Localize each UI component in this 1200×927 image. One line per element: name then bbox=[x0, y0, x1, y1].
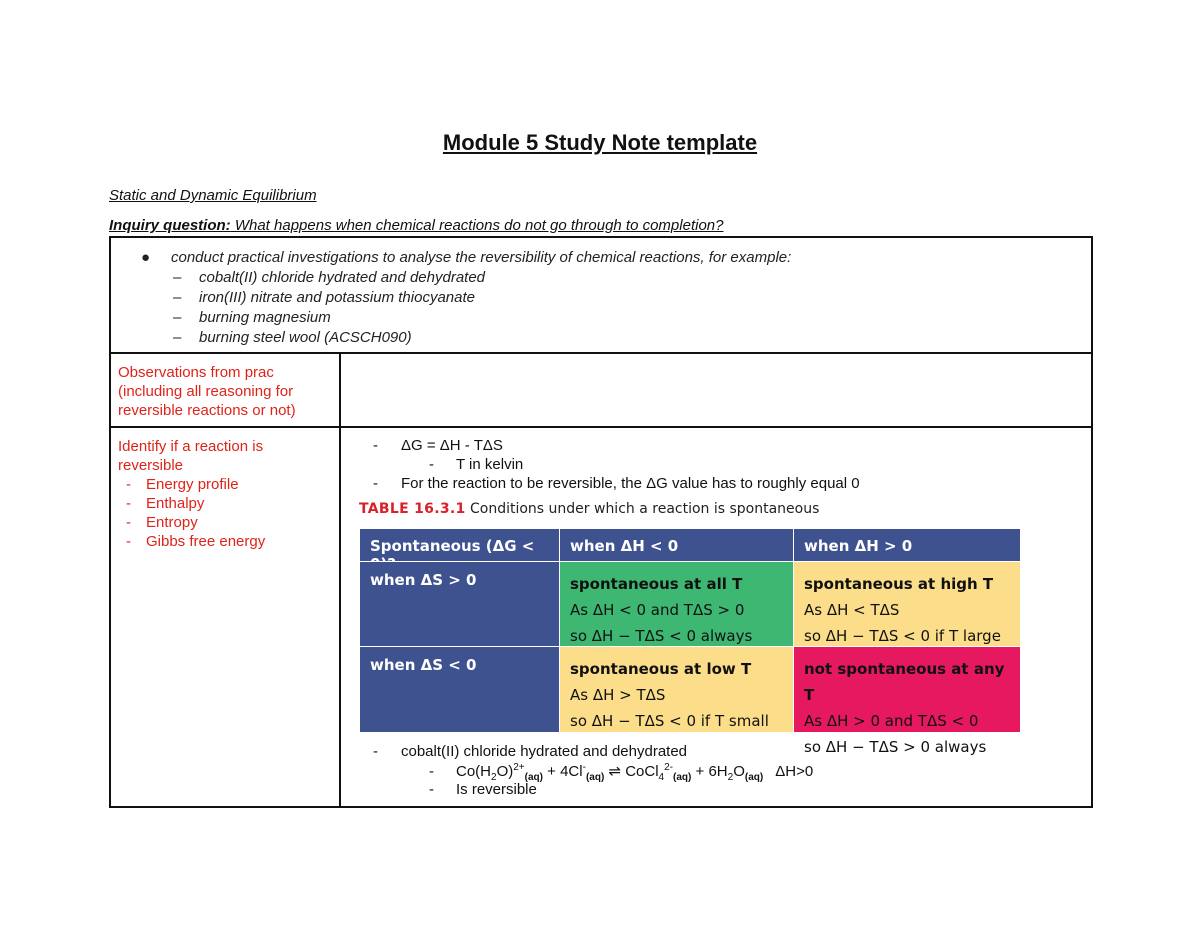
identify-subitem: - Energy profile bbox=[118, 475, 265, 494]
list-dash: - bbox=[429, 456, 434, 473]
identify-subitem: - Entropy bbox=[118, 513, 265, 532]
syllabus-dash: – bbox=[173, 329, 182, 346]
eq-sup: 2+ bbox=[513, 762, 525, 773]
cell-line: so ΔH − TΔS < 0 if T large bbox=[804, 627, 1001, 645]
table-cell-yellow bbox=[794, 562, 1020, 646]
kelvin-note: T in kelvin bbox=[456, 456, 524, 473]
eq-arrow: ⇌ bbox=[604, 763, 626, 780]
identify-subitem: - Enthalpy bbox=[118, 494, 265, 513]
table-header-cell: Spontaneous (ΔG < bbox=[360, 529, 559, 561]
section-subtitle: Static and Dynamic Equilibrium bbox=[109, 187, 317, 204]
inquiry-text: What happens when chemical reactions do not go through to completion? bbox=[230, 217, 724, 234]
cell-line: As ΔH < TΔS bbox=[804, 601, 900, 619]
syllabus-main-point: conduct practical investigations to analyse the reversibility of chemical reactions, for example: bbox=[171, 249, 792, 266]
eq-part: O) bbox=[496, 763, 514, 780]
eq-sub: (aq) bbox=[585, 772, 605, 783]
identify-row bbox=[111, 428, 1091, 806]
observations-row bbox=[111, 354, 1091, 428]
observations-label-line: reversible reactions or not) bbox=[118, 402, 296, 419]
table-cell-yellow bbox=[560, 647, 793, 732]
identify-subitem: - Gibbs free energy bbox=[118, 532, 265, 551]
table-caption-label: TABLE 16.3.1 bbox=[359, 501, 466, 517]
cell-line: As ΔH < 0 and TΔS > 0 bbox=[570, 601, 745, 619]
table-row-label: when ΔS > 0 bbox=[360, 562, 559, 646]
eq-part: Co(H bbox=[456, 763, 492, 780]
eq-enthalpy: ΔH>0 bbox=[775, 763, 814, 780]
eq-sub: (aq) bbox=[524, 772, 543, 783]
cell-heading: spontaneous at low T bbox=[570, 660, 752, 678]
syllabus-item: cobalt(II) chloride hydrated and dehydrated bbox=[199, 269, 486, 286]
table-header-cell: when ΔH < 0 bbox=[560, 529, 793, 561]
reversible-note: For the reaction to be reversible, the ΔG value has to roughly equal 0 bbox=[401, 475, 860, 492]
cobalt-heading: cobalt(II) chloride hydrated and dehydrated bbox=[401, 743, 688, 760]
observations-label-line: (including all reasoning for bbox=[118, 383, 294, 400]
cell-line: As ΔH > 0 and TΔS < 0 bbox=[804, 712, 979, 730]
observations-label bbox=[118, 363, 296, 420]
cell-line: so ΔH − TΔS < 0 always bbox=[570, 627, 753, 645]
syllabus-row bbox=[111, 238, 1091, 354]
cell-heading: spontaneous at all T bbox=[570, 575, 743, 593]
eq-sub: (aq) bbox=[673, 772, 692, 783]
eq-sup: - bbox=[582, 762, 586, 773]
syllabus-dash: – bbox=[173, 289, 182, 306]
list-dash: - bbox=[429, 781, 434, 798]
table-row-label: when ΔS < 0 bbox=[360, 647, 559, 732]
cell-heading: spontaneous at high T bbox=[804, 575, 994, 593]
cell-line: As ΔH > TΔS bbox=[570, 686, 666, 704]
syllabus-item: burning magnesium bbox=[199, 309, 331, 326]
eq-sub: 2 bbox=[491, 772, 497, 783]
eq-part: O bbox=[733, 763, 745, 780]
eq-sup: 2- bbox=[664, 762, 674, 773]
cell-line: so ΔH − TΔS < 0 if T small bbox=[570, 712, 769, 730]
page-title: Module 5 Study Note template bbox=[442, 130, 758, 155]
syllabus-bullet: ● bbox=[141, 249, 151, 266]
observations-label-line: Observations from prac bbox=[118, 364, 274, 381]
table-caption bbox=[359, 501, 819, 517]
eq-sub: (aq) bbox=[744, 772, 764, 783]
table-header-cell: when ΔH > 0 bbox=[794, 529, 1020, 561]
eq-sub: 2 bbox=[727, 772, 734, 783]
table-caption-text: Conditions under which a reaction is spontaneous bbox=[469, 501, 820, 517]
syllabus-item: burning steel wool (ACSCH090) bbox=[199, 329, 412, 346]
cell-line: so ΔH − TΔS > 0 always bbox=[804, 738, 987, 756]
column-divider bbox=[339, 354, 341, 426]
is-reversible-note: Is reversible bbox=[456, 781, 537, 798]
list-dash: - bbox=[429, 763, 434, 780]
study-note-table bbox=[109, 236, 1093, 808]
eq-part: + 6H bbox=[691, 763, 728, 780]
identify-label-line: reversible bbox=[118, 457, 184, 474]
table-cell-green bbox=[560, 562, 793, 646]
eq-sub: 4 bbox=[658, 772, 665, 783]
syllabus-item: iron(III) nitrate and potassium thiocyanate bbox=[199, 289, 475, 306]
inquiry-question bbox=[109, 217, 723, 234]
cobalt-equation bbox=[456, 762, 813, 783]
identify-label bbox=[118, 437, 265, 551]
table-cell-pink bbox=[794, 647, 1020, 756]
column-divider bbox=[339, 428, 341, 806]
list-dash: - bbox=[373, 475, 378, 492]
list-dash: - bbox=[373, 743, 378, 760]
inquiry-label: Inquiry question: bbox=[109, 217, 231, 234]
eq-part: + 4Cl bbox=[543, 763, 583, 780]
list-dash: - bbox=[373, 437, 378, 454]
eq-part: CoCl bbox=[625, 763, 659, 780]
identify-label-line: Identify if a reaction is bbox=[118, 438, 264, 455]
gibbs-equation: ΔG = ΔH - TΔS bbox=[401, 437, 503, 454]
cell-heading: not spontaneous at any T bbox=[804, 660, 1005, 704]
syllabus-dash: – bbox=[173, 309, 182, 326]
syllabus-dash: – bbox=[173, 269, 182, 286]
